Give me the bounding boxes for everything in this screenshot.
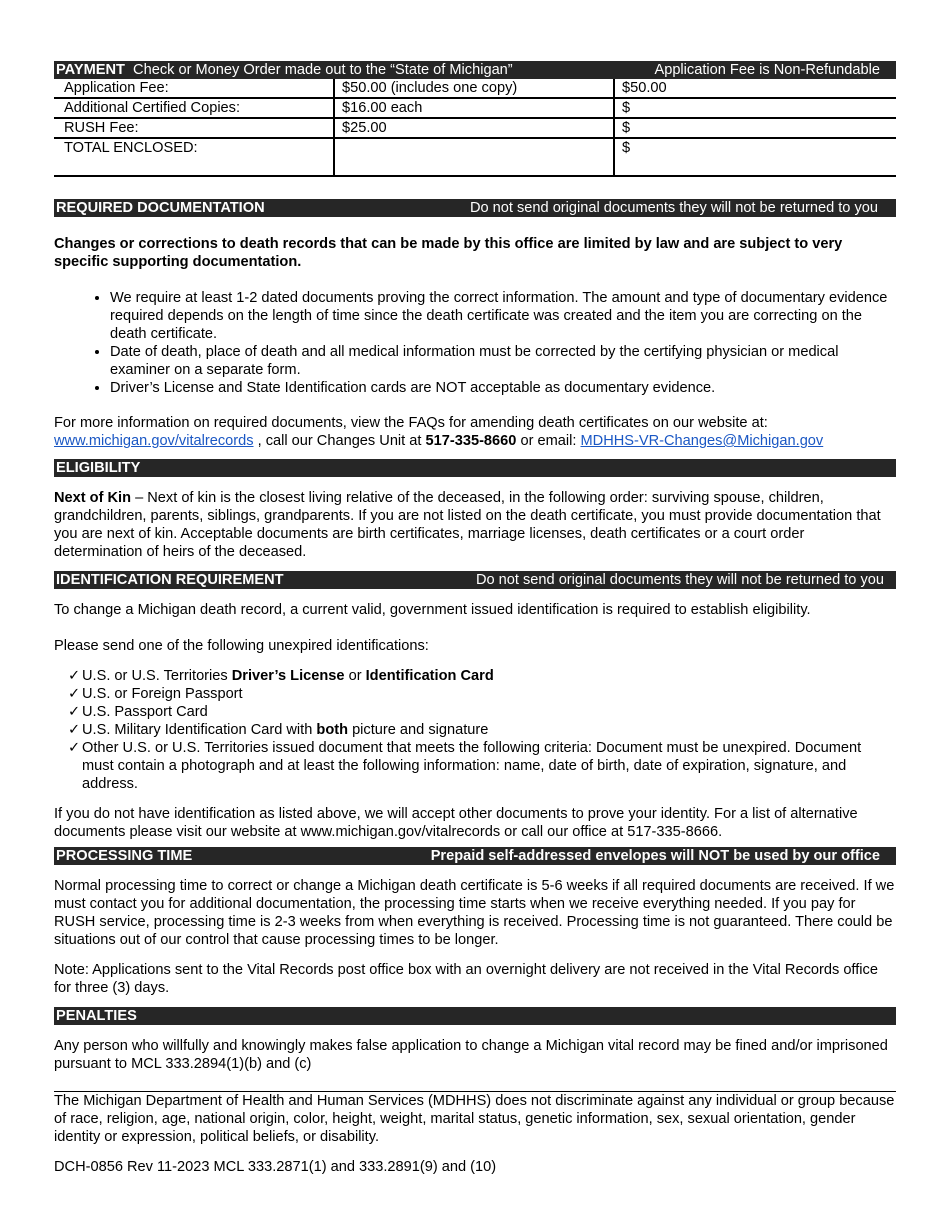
- fee-rate[interactable]: [334, 138, 614, 176]
- list-item: ✓ U.S. Military Identification Card with both picture and signature: [68, 722, 489, 738]
- identification-paragraph-2: Please send one of the following unexpired identifications:: [54, 638, 429, 654]
- processing-paragraph-2: Note: Applications sent to the Vital Records post office box with an overnight delivery are not received in the Vital Records office for three (3) days.: [54, 962, 878, 996]
- table-row: [54, 138, 896, 176]
- fee-label: TOTAL ENCLOSED:: [54, 138, 334, 176]
- payment-header: [54, 61, 896, 79]
- nondiscrimination-statement: The Michigan Department of Health and Human Services (MDHHS) does not discriminate against any individual or group because of race, religion, age, national origin, color, height, weight, marital status, genetic information, sex, sexual orientation, gender identity or expression, political beliefs, or disability.: [54, 1093, 895, 1145]
- checkmark-icon: ✓: [68, 686, 81, 702]
- fee-rate: $50.00 (includes one copy): [334, 79, 614, 98]
- fee-rate[interactable]: $16.00 each: [334, 98, 614, 118]
- required-documentation-title: REQUIRED DOCUMENTATION: [56, 200, 265, 216]
- checkmark-icon: ✓: [68, 668, 81, 684]
- payment-table: [54, 79, 896, 177]
- eligibility-text: – Next of kin is the closest living relative of the deceased, in the following order: surviving spouse, children, grandchildren, parents, siblings, grandparents. If you are not listed on the death certificate, you must provide documentation that you are next of kin. Acceptable documents are birth certificates, marriage licenses, death certificates or a court order determination of heirs of the deceased.: [54, 490, 881, 560]
- list-item: • We require at least 1-2 dated documents proving the correct information. The amount and type of documentary evidence required depends on the length of time since the death certificate was created and the item you are correcting on the death certificate.: [110, 289, 896, 343]
- fee-amount[interactable]: $: [614, 118, 896, 138]
- identification-paragraph-3: If you do not have identification as listed above, we will accept other documents to prove your identity. For a list of alternative documents please visit our website at www.michigan.gov/vitalrecords or call our office at 517-335-8666.: [54, 806, 858, 840]
- website-link[interactable]: www.michigan.gov/vitalrecords: [54, 433, 254, 449]
- fee-label: Application Fee:: [54, 79, 334, 98]
- eligibility-title: ELIGIBILITY: [56, 460, 141, 476]
- identification-header: [54, 571, 896, 589]
- identification-title: IDENTIFICATION REQUIREMENT: [56, 572, 284, 588]
- required-documentation-header: [54, 199, 896, 217]
- call-text: , call our Changes Unit at: [257, 433, 422, 449]
- table-row: [54, 79, 896, 98]
- list-item: • Date of death, place of death and all medical information must be corrected by the certifying physician or medical examiner on a separate form.: [110, 343, 896, 379]
- required-documentation-intro: Changes or corrections to death records that can be made by this office are limited by law and are subject to very specific supporting documentation.: [54, 236, 843, 270]
- payment-note: Application Fee is Non-Refundable: [654, 62, 880, 78]
- checkmark-icon: ✓: [68, 704, 81, 720]
- more-info-paragraph: [54, 414, 896, 450]
- eligibility-header: [54, 459, 896, 477]
- penalties-title: PENALTIES: [56, 1008, 137, 1024]
- list-item: ✓ U.S. or Foreign Passport: [68, 686, 243, 702]
- list-item: ✓ U.S. or U.S. Territories Driver’s License or Identification Card: [68, 668, 494, 684]
- list-item: ✓ Other U.S. or U.S. Territories issued document that meets the following criteria: Document must be unexpired. Document must contain a photograph and at least the following information: name, date of birth, date of expiration, signature, and address.: [68, 740, 862, 792]
- penalties-paragraph: Any person who willfully and knowingly makes false application to change a Michigan vital record may be fined and/or imprisoned pursuant to MCL 333.2894(1)(b) and (c): [54, 1038, 888, 1072]
- email-text: or email:: [520, 433, 577, 449]
- form-id: DCH-0856 Rev 11-2023 MCL 333.2871(1) and 333.2891(9) and (10): [54, 1159, 497, 1175]
- fee-rate[interactable]: $25.00: [334, 118, 614, 138]
- form-page: [54, 61, 896, 1176]
- processing-paragraph-1: Normal processing time to correct or change a Michigan death certificate is 5-6 weeks if all required documents are received. If we must contact you for additional documentation, the processing time starts when we receive everything needed. If you pay for RUSH service, processing time is 2-3 weeks from when everything is received. Processing time is not guaranteed. There could be situations out of our control that cause processing times to be longer.: [54, 878, 895, 948]
- penalties-header: [54, 1007, 896, 1025]
- fee-label: Additional Certified Copies:: [54, 98, 334, 118]
- phone-number: 517-335-8660: [425, 433, 517, 449]
- eligibility-paragraph: [54, 489, 896, 561]
- list-item: ✓ U.S. Passport Card: [68, 704, 208, 720]
- list-item: • Driver’s License and State Identification cards are NOT acceptable as documentary evidence.: [110, 379, 896, 397]
- required-documentation-note: Do not send original documents they will not be returned to you: [469, 200, 878, 216]
- fee-amount[interactable]: $: [614, 138, 896, 176]
- processing-note: Prepaid self-addressed envelopes will NOT be used by our office: [430, 848, 880, 864]
- table-row: [54, 118, 896, 138]
- more-info-text: For more information on required documents, view the FAQs for amending death certificates on our website at:: [54, 415, 768, 431]
- fee-amount[interactable]: $50.00: [614, 79, 896, 98]
- checkmark-icon: ✓: [68, 722, 81, 738]
- payment-instruction: Check or Money Order made out to the “State of Michigan”: [133, 62, 513, 78]
- fee-amount[interactable]: $: [614, 98, 896, 118]
- identification-paragraph-1: To change a Michigan death record, a current valid, government issued identification is required to establish eligibility.: [54, 602, 811, 618]
- identification-note: Do not send original documents they will not be returned to you: [475, 572, 884, 588]
- next-of-kin-term: Next of Kin: [54, 490, 132, 506]
- identification-list: [54, 667, 896, 793]
- fee-label: RUSH Fee:: [54, 118, 334, 138]
- email-link[interactable]: MDHHS-VR-Changes@Michigan.gov: [580, 433, 824, 449]
- checkmark-icon: ✓: [68, 740, 81, 756]
- table-row: [54, 98, 896, 118]
- payment-title: PAYMENT: [56, 62, 125, 78]
- required-documentation-list: [54, 289, 896, 397]
- processing-title: PROCESSING TIME: [56, 848, 193, 864]
- processing-header: [54, 847, 896, 865]
